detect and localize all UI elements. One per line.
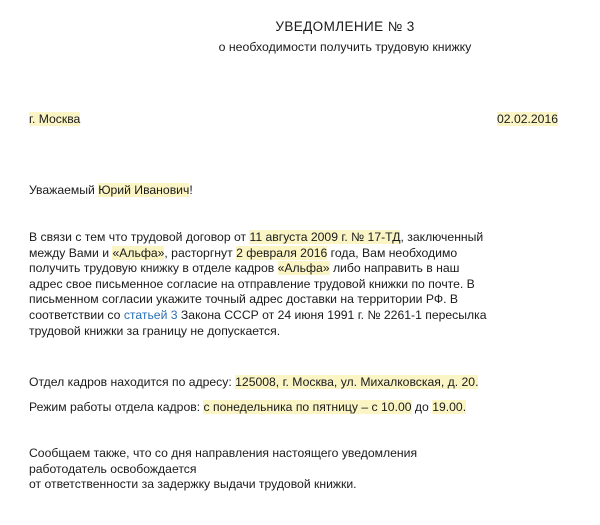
text: между Вами и <box>29 245 113 260</box>
paragraph-termination <box>29 230 529 339</box>
text-line <box>29 246 529 262</box>
work-hours-start: с понедельника по пятницу – с 10.00 <box>203 400 412 414</box>
text: до <box>411 400 433 414</box>
text-line <box>29 375 529 391</box>
termination-date: 2 февраля 2016 <box>236 245 328 260</box>
text-line <box>29 230 529 246</box>
document-subtitle: о необходимости получить трудовую книжку <box>218 40 472 54</box>
document-date: 02.02.2016 <box>497 112 558 126</box>
text: Закона СССР от 24 июня 1991 г. № 2261-1 пересылка <box>177 307 487 322</box>
company-name: «Альфа» <box>277 261 330 276</box>
company-name: «Альфа» <box>112 245 165 260</box>
text-line: адрес свое письменное согласие на отправление трудовой книжки по почте. В <box>29 276 475 291</box>
text: Отдел кадров находится по адресу: <box>29 375 236 389</box>
city: г. Москва <box>29 112 81 126</box>
text: , заключенный <box>400 230 484 244</box>
text: Режим работы отдела кадров: <box>29 400 204 414</box>
text-line: трудовой книжки за границу не допускается. <box>29 323 281 338</box>
law-article-link[interactable]: статьей 3 <box>123 307 178 322</box>
contract-reference: 11 августа 2009 г. № 17-ТД <box>249 230 401 244</box>
text-line: работодатель освобождается <box>29 461 197 476</box>
greeting-suffix: ! <box>189 183 193 197</box>
text-line <box>29 308 529 324</box>
recipient-name: Юрий Иванович <box>98 183 190 197</box>
work-hours-end: 19.00. <box>432 400 467 414</box>
text: соответствии со <box>29 307 124 322</box>
document-title: УВЕДОМЛЕНИЕ № 3 <box>275 19 415 34</box>
paragraph-liability <box>29 446 529 493</box>
text: года, Вам необходимо <box>327 245 458 260</box>
text-line: Сообщаем также, что со дня направления настоящего уведомления <box>29 446 418 460</box>
text: , расторгнут <box>164 245 237 260</box>
text-line: письменном согласии укажите точный адрес доставки на территории РФ. В <box>29 292 458 307</box>
text-line <box>29 261 529 277</box>
text: получить трудовую книжку в отделе кадров <box>29 261 278 276</box>
text-line <box>29 400 529 416</box>
greeting-prefix: Уважаемый <box>29 183 99 197</box>
text: либо направить в наш <box>329 261 460 276</box>
paragraph-hours <box>29 400 529 416</box>
greeting <box>29 183 193 197</box>
text-line: от ответственности за задержку выдачи трудовой книжки. <box>29 477 357 492</box>
text: В связи с тем что трудовой договор от <box>29 230 250 244</box>
hr-address: 125008, г. Москва, ул. Михалковская, д. 20. <box>235 375 479 389</box>
paragraph-address <box>29 375 529 391</box>
